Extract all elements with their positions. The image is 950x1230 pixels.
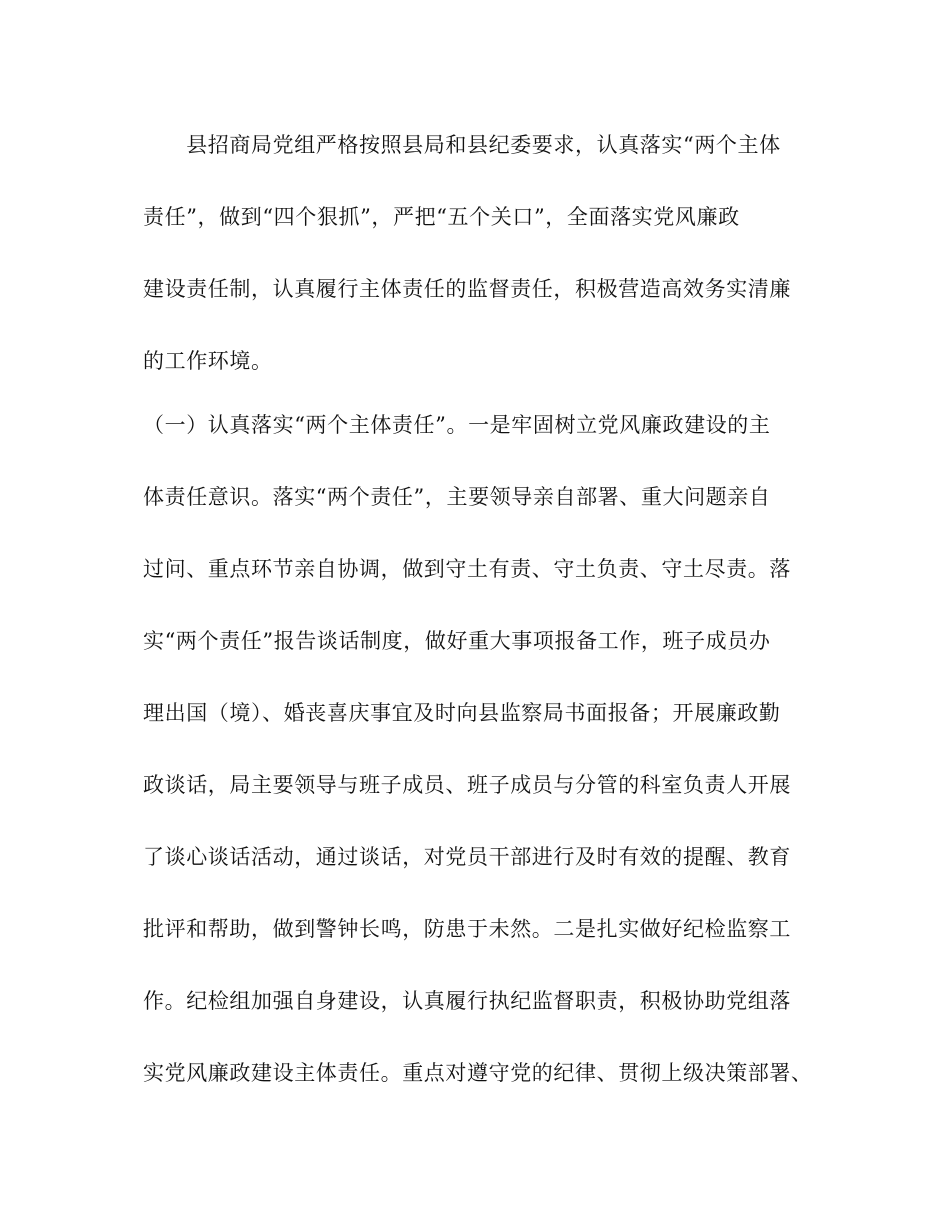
paragraph-1-line-4: 的工作环境。 — [143, 349, 273, 373]
section-1-line-5: 理出国（境）、婚丧喜庆事宜及时向县监察局书面报备；开展廉政勤 — [143, 701, 781, 725]
section-1-line-6: 政谈话，局主要领导与班子成员、班子成员与分管的科室负责人开展 — [143, 773, 791, 797]
section-1-line-10: 实党风廉政建设主体责任。重点对遵守党的纪律、贯彻上级决策部署、 — [143, 1061, 813, 1085]
section-1-line-2: 体责任意识。落实“两个责任”，主要领导亲自部署、重大问题亲自 — [143, 485, 771, 509]
section-1-line-3: 过问、重点环节亲自协调，做到守土有责、守土负责、守土尽责。落 — [143, 557, 791, 581]
section-1-line-8: 批评和帮助，做到警钟长鸣，防患于未然。二是扎实做好纪检监察工 — [143, 917, 791, 941]
section-1-line-4: 实“两个责任”报告谈话制度，做好重大事项报备工作，班子成员办 — [143, 629, 771, 653]
paragraph-1-line-1: 县招商局党组严格按照县局和县纪委要求，认真落实“两个主体 — [143, 133, 781, 157]
section-1-line-9: 作。纪检组加强自身建设，认真履行执纪监督职责，积极协助党组落 — [143, 989, 791, 1013]
section-1-line-7: 了谈心谈话活动，通过谈话，对党员干部进行及时有效的提醒、教育 — [143, 845, 791, 869]
section-1-line-1: （一）认真落实“两个主体责任”。一是牢固树立党风廉政建设的主 — [143, 413, 771, 437]
paragraph-1-line-3: 建设责任制，认真履行主体责任的监督责任，积极营造高效务实清廉 — [143, 277, 791, 301]
paragraph-1-line-2: 责任”，做到“四个狠抓”，严把“五个关口”，全面落实党风廉政 — [143, 205, 740, 229]
